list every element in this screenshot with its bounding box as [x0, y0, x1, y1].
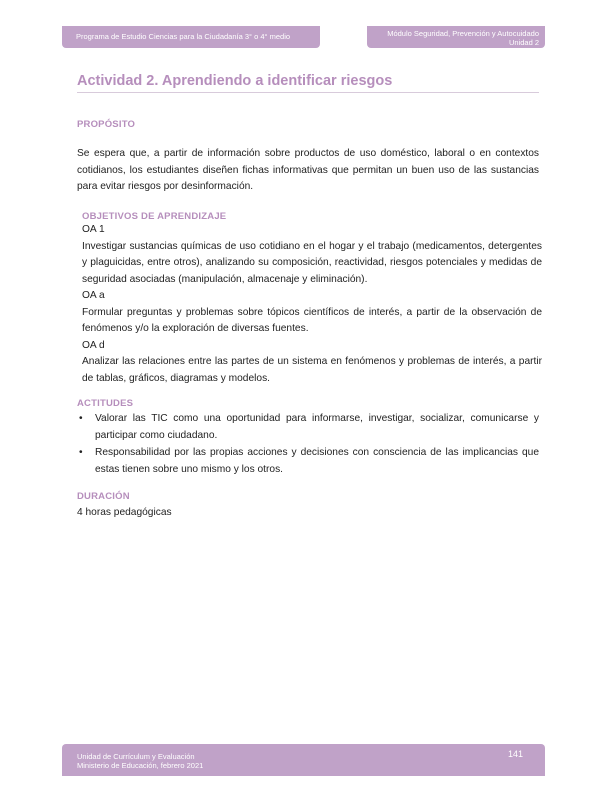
actitudes-list — [77, 411, 539, 479]
page-footer — [62, 744, 545, 776]
list-item — [77, 445, 539, 478]
actitudes-heading: ACTITUDES — [77, 398, 134, 409]
oa-text: Formular preguntas y problemas sobre tópicos científicos de interés, a partir de la observación de fenómenos y/o la exploración de diversas fuentes. — [82, 306, 542, 334]
footer-credits — [77, 752, 203, 770]
header-module-tab — [367, 26, 545, 48]
oa-code: OA d — [82, 339, 105, 351]
oa-code: OA a — [82, 290, 105, 301]
list-item-text: Responsabilidad por las propias acciones y decisiones con consciencia de las implicancias que estas tienen sobre uno mismo y los otros. — [95, 447, 539, 475]
bullet-icon: • — [79, 413, 83, 424]
duracion-text: 4 horas pedagógicas — [77, 507, 172, 518]
header-module-label: Módulo Seguridad, Prevención y Autocuidado — [387, 29, 539, 38]
page-title: Actividad 2. Aprendiendo a identificar riesgos — [77, 73, 393, 89]
objetivos-heading: OBJETIVOS DE APRENDIZAJE — [82, 211, 227, 222]
page-number: 141 — [507, 749, 523, 759]
oa-code: OA 1 — [82, 224, 105, 235]
list-item — [77, 411, 539, 444]
proposito-text: Se espera que, a partir de información sobre productos de uso doméstico, laboral o en contextos cotidianos, los estudiantes diseñen fichas informativas que permitan un buen uso de las sustancias para evitar riesgos por desinformación. — [77, 148, 539, 192]
list-item-text: Valorar las TIC como una oportunidad para informarse, investigar, socializar, comunicarse y participar como ciudadano. — [95, 413, 539, 441]
footer-ministry: Ministerio de Educación, febrero 2021 — [77, 761, 204, 770]
header-program-tab — [62, 26, 320, 48]
oa-text: Analizar las relaciones entre las partes de un sistema en fenómenos y problemas de interés, a partir de tablas, gráficos, diagramas y modelos. — [82, 356, 542, 384]
duracion-heading: DURACIÓN — [77, 491, 130, 502]
proposito-heading: PROPÓSITO — [77, 119, 136, 130]
objetivos-list — [82, 222, 542, 387]
header-unit-label: Unidad 2 — [508, 38, 539, 47]
bullet-icon: • — [79, 447, 83, 458]
footer-unit: Unidad de Currículum y Evaluación — [77, 752, 195, 761]
title-divider — [77, 92, 539, 93]
header-program-label: Programa de Estudio Ciencias para la Ciudadanía 3° o 4° medio — [76, 32, 291, 41]
oa-text: Investigar sustancias químicas de uso cotidiano en el hogar y el trabajo (medicamentos, detergentes y plaguicidas, entre otros), analizando su composición, reactividad, riesgos potenciales y medidas de seguridad asociadas (manipulación, almacenaje y eliminación). — [82, 240, 542, 285]
